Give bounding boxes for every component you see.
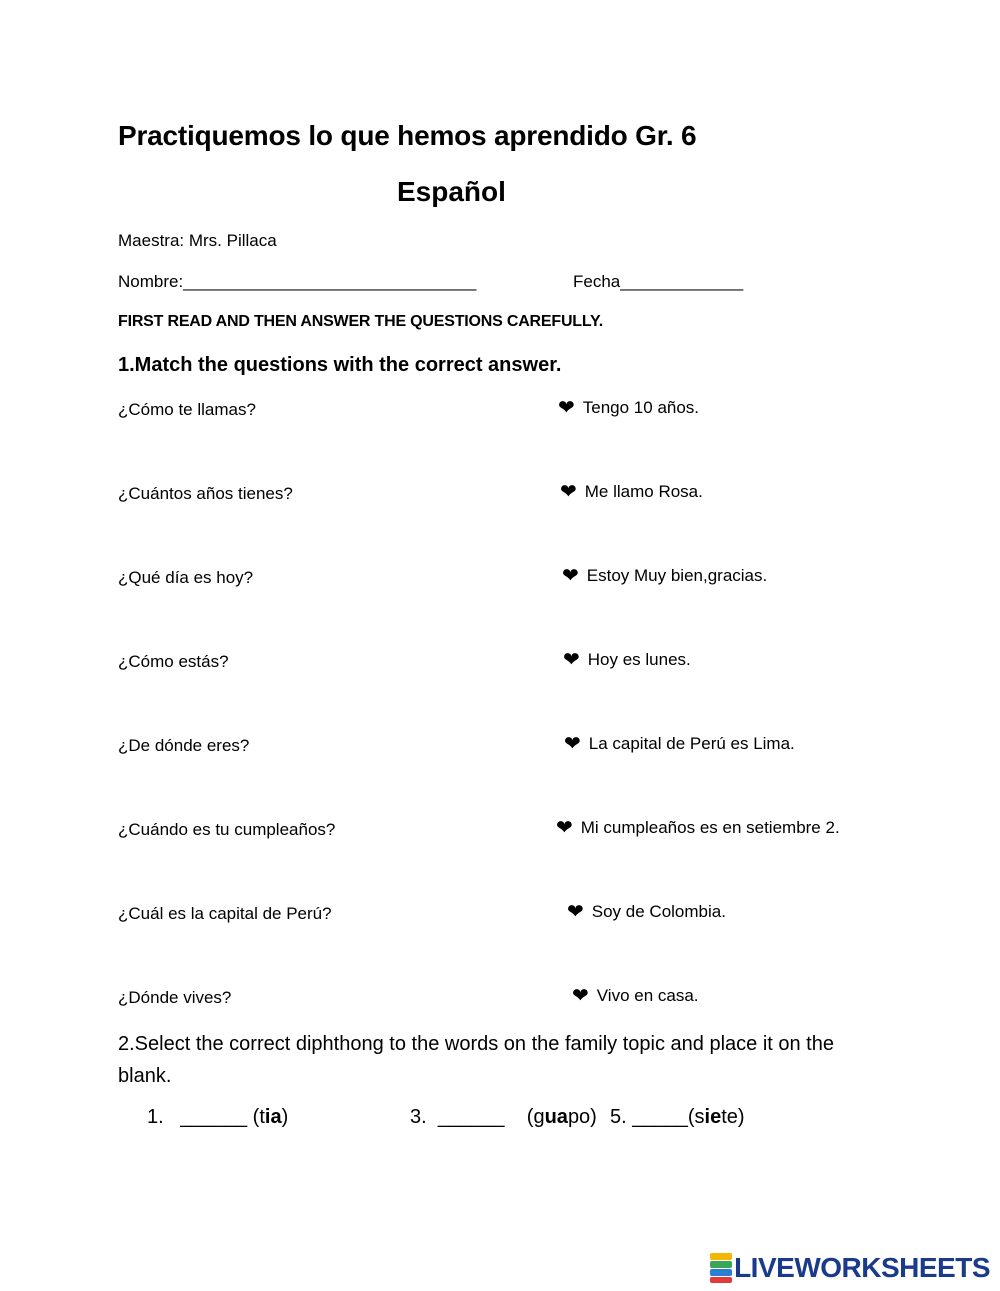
- heart-icon: ❤: [572, 985, 589, 1007]
- heart-icon: ❤: [558, 397, 575, 419]
- question-item[interactable]: ¿Cómo te llamas?: [118, 400, 256, 419]
- heart-icon: ❤: [556, 817, 573, 839]
- question-item[interactable]: ¿Dónde vives?: [118, 988, 232, 1007]
- answer-blank[interactable]: ______: [180, 1106, 248, 1128]
- diphthong-item: [147, 1106, 288, 1129]
- instructions: FIRST READ AND THEN ANSWER THE QUESTIONS CAREFULLY.: [118, 313, 603, 330]
- diphthong-item: [610, 1106, 745, 1129]
- answer-text: Estoy Muy bien,gracias.: [586, 566, 768, 585]
- diphthong-item: [410, 1106, 597, 1129]
- section2-heading: 2.Select the correct diphthong to the words on the family topic and place it on the blank.: [118, 1033, 834, 1087]
- word-post: po): [567, 1106, 597, 1128]
- name-field[interactable]: Nombre:_______________________________: [118, 272, 477, 291]
- item-number: 1.: [147, 1106, 164, 1128]
- heart-icon: ❤: [564, 733, 581, 755]
- answer-item[interactable]: [567, 902, 726, 922]
- answer-text: Hoy es lunes.: [587, 650, 691, 669]
- answer-item[interactable]: [572, 986, 699, 1006]
- answer-blank[interactable]: _____: [632, 1106, 688, 1128]
- liveworksheets-logo: [710, 1252, 990, 1284]
- answer-item[interactable]: [563, 650, 691, 670]
- word-post: ): [281, 1106, 289, 1128]
- item-number: 5.: [610, 1106, 627, 1128]
- item-number: 3.: [410, 1106, 427, 1128]
- heart-icon: ❤: [560, 481, 577, 503]
- answer-text: La capital de Perú es Lima.: [588, 734, 795, 753]
- section1-heading: 1.Match the questions with the correct answer.: [118, 354, 562, 376]
- answer-text: Vivo en casa.: [596, 986, 699, 1005]
- heart-icon: ❤: [563, 649, 580, 671]
- answer-text: Mi cumpleaños es en setiembre 2.: [580, 818, 840, 837]
- question-item[interactable]: ¿Cuándo es tu cumpleaños?: [118, 820, 336, 839]
- answer-text: Tengo 10 años.: [582, 398, 700, 417]
- subject-heading: Español: [397, 176, 506, 207]
- heart-icon: ❤: [567, 901, 584, 923]
- answer-item[interactable]: [560, 482, 703, 502]
- date-field[interactable]: Fecha_____________: [573, 272, 744, 291]
- answer-item[interactable]: [556, 818, 840, 838]
- question-item[interactable]: ¿Cuántos años tienes?: [118, 484, 293, 503]
- answer-text: Soy de Colombia.: [591, 902, 726, 921]
- answer-item[interactable]: [564, 734, 795, 754]
- logo-text: LIVEWORKSHEETS: [734, 1252, 990, 1283]
- heart-icon: ❤: [562, 565, 579, 587]
- word-pre: (g: [526, 1106, 545, 1128]
- question-item[interactable]: ¿Qué día es hoy?: [118, 568, 254, 587]
- question-item[interactable]: ¿De dónde eres?: [118, 736, 250, 755]
- answer-text: Me llamo Rosa.: [584, 482, 703, 501]
- answer-blank[interactable]: ______: [437, 1106, 505, 1128]
- logo-mark-icon: [710, 1253, 732, 1283]
- word-diphthong: ie: [704, 1106, 722, 1128]
- word-diphthong: ia: [264, 1106, 282, 1128]
- word-post: te): [721, 1106, 745, 1128]
- question-item[interactable]: ¿Cómo estás?: [118, 652, 229, 671]
- word-pre: (s: [687, 1106, 705, 1128]
- word-pre: (t: [252, 1106, 265, 1128]
- answer-item[interactable]: [558, 398, 699, 418]
- worksheet-title: Practiquemos lo que hemos aprendido Gr. 6: [118, 120, 697, 151]
- question-item[interactable]: ¿Cuál es la capital de Perú?: [118, 904, 332, 923]
- word-diphthong: ua: [544, 1106, 568, 1128]
- teacher-line: Maestra: Mrs. Pillaca: [118, 231, 277, 250]
- answer-item[interactable]: [562, 566, 767, 586]
